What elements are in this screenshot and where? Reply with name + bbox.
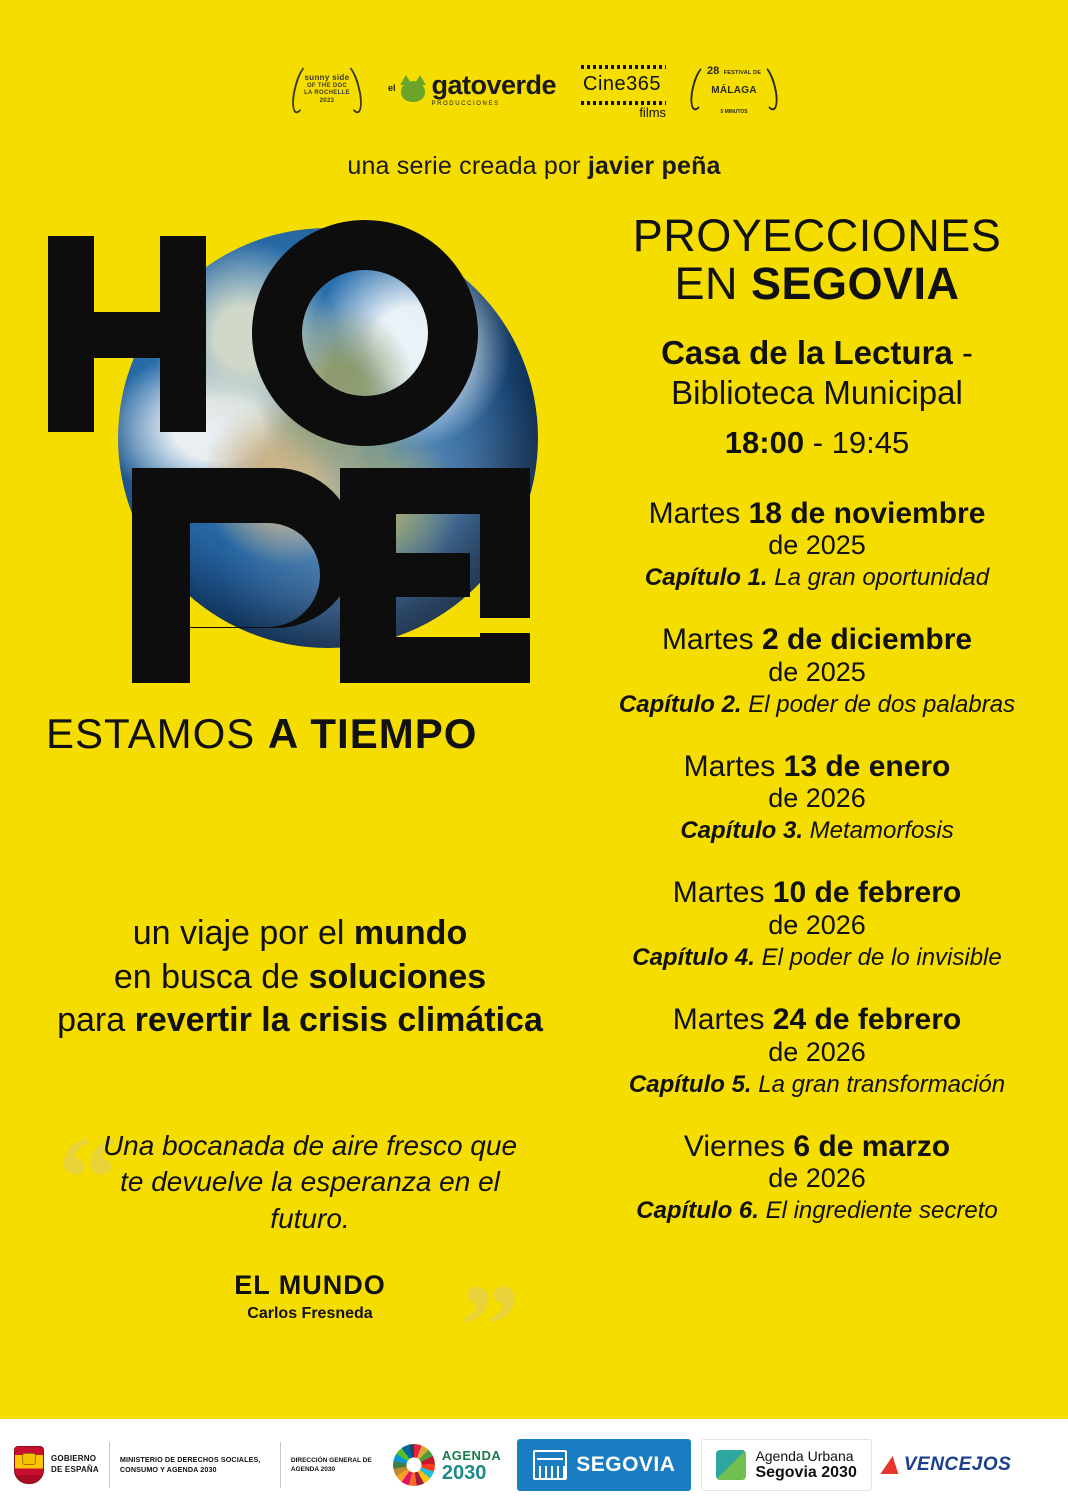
agenda-urbana-text — [755, 1448, 856, 1482]
quote-text: Una bocanada de aire fresco que te devuelve la esperanza en el futuro. — [102, 1130, 518, 1234]
aqueduct-icon — [533, 1450, 567, 1480]
malaga-edition: 28 — [706, 65, 720, 78]
claim-line3-pre: para — [57, 1001, 135, 1040]
series-credit — [0, 152, 1068, 181]
quote-source-author: Carlos Fresneda — [247, 1305, 373, 1322]
session-weekday: Martes — [683, 749, 784, 783]
claim-line-1 — [0, 912, 600, 956]
screenings-heading-en: EN — [674, 257, 751, 309]
sunny-side-line4: 2023 — [319, 97, 335, 104]
quote-attribution — [100, 1270, 520, 1323]
cat-body-icon — [401, 81, 425, 102]
cine365-column — [578, 65, 667, 120]
hope-title-block — [40, 218, 560, 798]
credit-prefix: una serie creada por — [347, 152, 588, 180]
sunny-side-line3: LA ROCHELLE — [304, 90, 350, 97]
credit-author: javier peña — [587, 152, 721, 180]
session-date — [586, 1003, 1048, 1037]
session-chapter-label: Capítulo 2. — [618, 690, 742, 718]
cat-icon — [398, 75, 428, 103]
venue-block — [586, 333, 1048, 412]
hope-letters-mask — [40, 218, 560, 718]
claim-line2-bold: soluciones — [308, 957, 487, 996]
session-day-month: 24 de febrero — [772, 1003, 962, 1037]
sunny-side-line2: OF THE DOC — [306, 82, 347, 89]
agenda-urbana-line1: Agenda Urbana — [755, 1447, 854, 1464]
screenings-heading-line2 — [586, 257, 1048, 309]
session-chapter-title: El ingrediente secreto — [758, 1197, 998, 1225]
session-time — [586, 425, 1048, 461]
agenda-word: AGENDA — [441, 1447, 502, 1463]
session-item — [586, 876, 1048, 972]
screenings-heading-city: SEGOVIA — [750, 257, 960, 309]
time-start: 18:00 — [724, 424, 805, 460]
session-day-month: 6 de marzo — [793, 1129, 951, 1163]
session-date — [586, 623, 1048, 657]
ayuntamiento-segovia-logo — [517, 1439, 691, 1491]
malaga-city: MÁLAGA — [711, 85, 757, 97]
tagline-light: ESTAMOS — [46, 710, 268, 757]
malaga-text — [707, 60, 761, 118]
agenda-urbana-mark-icon — [716, 1450, 746, 1480]
session-item — [586, 1003, 1048, 1099]
gobierno-line2: DE ESPAÑA — [51, 1465, 99, 1474]
claim-line1-bold: mundo — [353, 914, 468, 952]
venue-line1-suffix: - — [952, 334, 973, 372]
session-chapter — [586, 564, 1048, 592]
vencejos-label: VENCEJOS — [903, 1454, 1012, 1475]
sessions-list — [586, 497, 1048, 1226]
session-chapter-title: La gran transformación — [751, 1070, 1006, 1098]
hope-tagline — [46, 710, 477, 758]
venue-name: Casa de la Lectura — [661, 334, 953, 372]
session-item — [586, 1130, 1048, 1226]
session-weekday: Martes — [672, 876, 773, 910]
malaga-festival-laurel-icon — [688, 63, 780, 115]
footer-divider — [280, 1442, 281, 1488]
claim-line-2 — [0, 956, 600, 1000]
session-chapter — [586, 1071, 1048, 1099]
spain-coat-of-arms-icon — [14, 1446, 44, 1484]
session-weekday: Martes — [648, 496, 749, 530]
session-chapter-title: Metamorfosis — [802, 817, 954, 845]
gatoverde-el-column — [388, 84, 396, 94]
session-weekday: Martes — [672, 1003, 773, 1037]
quote-open-mark-icon: “ — [58, 1111, 118, 1244]
session-item — [586, 497, 1048, 593]
press-quote-block — [40, 1111, 560, 1392]
gobierno-line1: GOBIERNO — [51, 1454, 97, 1464]
session-date — [586, 1130, 1048, 1164]
vencejos-bird-icon — [880, 1456, 901, 1474]
agenda-year: 2030 — [441, 1461, 487, 1484]
session-item — [586, 623, 1048, 719]
gobierno-de-espana-logo — [14, 1446, 99, 1484]
session-day-month: 2 de diciembre — [761, 623, 973, 657]
gatoverde-logo — [387, 69, 557, 107]
session-day-month: 18 de noviembre — [748, 496, 986, 530]
screenings-heading — [586, 212, 1048, 307]
session-weekday: Martes — [661, 623, 762, 657]
agenda-urbana-line2: Segovia 2030 — [755, 1463, 857, 1481]
session-chapter — [586, 1197, 1048, 1225]
direccion-general-label: DIRECCIÓN GENERAL DE AGENDA 2030 — [290, 1456, 372, 1473]
time-separator: - — [804, 424, 832, 460]
session-year: de 2026 — [768, 783, 866, 814]
gatoverde-name: gatoverde — [431, 69, 557, 100]
footer-divider — [109, 1442, 110, 1488]
session-chapter-title: El poder de lo invisible — [754, 944, 1002, 972]
claim-line-3 — [0, 999, 600, 1043]
session-chapter-title: El poder de dos palabras — [741, 690, 1016, 718]
screenings-column — [586, 212, 1048, 1256]
ministerio-label: MINISTERIO DE DERECHOS SOCIALES, CONSUMO Y AGENDA 2030 — [119, 1454, 261, 1474]
session-year: de 2025 — [768, 530, 866, 561]
claim-line3-bold: revertir la crisis climática — [134, 1001, 543, 1040]
sdg-wheel-icon — [393, 1444, 435, 1486]
session-year: de 2025 — [768, 656, 866, 687]
vencejos-logo — [882, 1454, 1011, 1476]
session-chapter-label: Capítulo 1. — [644, 564, 768, 592]
festival-logo-strip — [0, 58, 1068, 120]
cine365-name: Cine365 — [583, 73, 662, 95]
quote-source-name: EL MUNDO — [234, 1270, 386, 1300]
sunny-side-line1: sunny side — [304, 72, 350, 82]
cine365-films-logo — [578, 65, 667, 120]
session-chapter-label: Capítulo 5. — [628, 1070, 752, 1098]
session-chapter — [586, 944, 1048, 972]
tagline-bold: A TIEMPO — [267, 710, 478, 757]
screenings-heading-line1: PROYECCIONES — [632, 210, 1002, 261]
session-day-month: 13 de enero — [783, 749, 951, 783]
session-year: de 2026 — [768, 1036, 866, 1067]
gatoverde-sub: PRODUCCIONES — [431, 100, 500, 107]
session-chapter — [586, 691, 1048, 719]
session-chapter-label: Capítulo 6. — [636, 1197, 759, 1225]
time-end: 19:45 — [831, 424, 910, 460]
gatoverde-text-column — [431, 69, 557, 107]
segovia-label: SEGOVIA — [576, 1453, 676, 1476]
sunny-side-laurel-icon — [288, 60, 366, 118]
agenda-2030-logo — [393, 1444, 501, 1486]
poster-claim — [0, 912, 600, 1043]
quote-close-mark-icon: ” — [460, 1259, 520, 1392]
session-chapter-label: Capítulo 4. — [632, 944, 755, 972]
claim-line2-pre: en busca de — [113, 957, 309, 996]
session-item — [586, 750, 1048, 846]
session-chapter-title: La gran oportunidad — [767, 564, 990, 592]
session-year: de 2026 — [768, 1163, 866, 1194]
agenda-urbana-logo — [701, 1439, 871, 1491]
gatoverde-el-label: el — [387, 83, 396, 93]
cine365-films-label: films — [639, 104, 667, 120]
malaga-festival-label: FESTIVAL DE — [723, 70, 762, 77]
venue-line-1 — [586, 333, 1048, 373]
claim-line1-pre: un viaje por el — [132, 914, 354, 952]
malaga-minutes: 5 MINUTOS — [720, 108, 748, 115]
session-chapter — [586, 817, 1048, 845]
session-weekday: Viernes — [683, 1129, 794, 1163]
session-day-month: 10 de febrero — [772, 876, 962, 910]
venue-line-2: Biblioteca Municipal — [671, 373, 963, 411]
gobierno-text — [51, 1454, 99, 1476]
session-date — [586, 497, 1048, 531]
session-year: de 2026 — [768, 910, 866, 941]
session-date — [586, 876, 1048, 910]
session-date — [586, 750, 1048, 784]
footer-logo-bar — [0, 1419, 1068, 1511]
session-chapter-label: Capítulo 3. — [680, 817, 803, 845]
agenda-2030-text — [442, 1448, 501, 1483]
film-strip-icon — [578, 65, 666, 105]
